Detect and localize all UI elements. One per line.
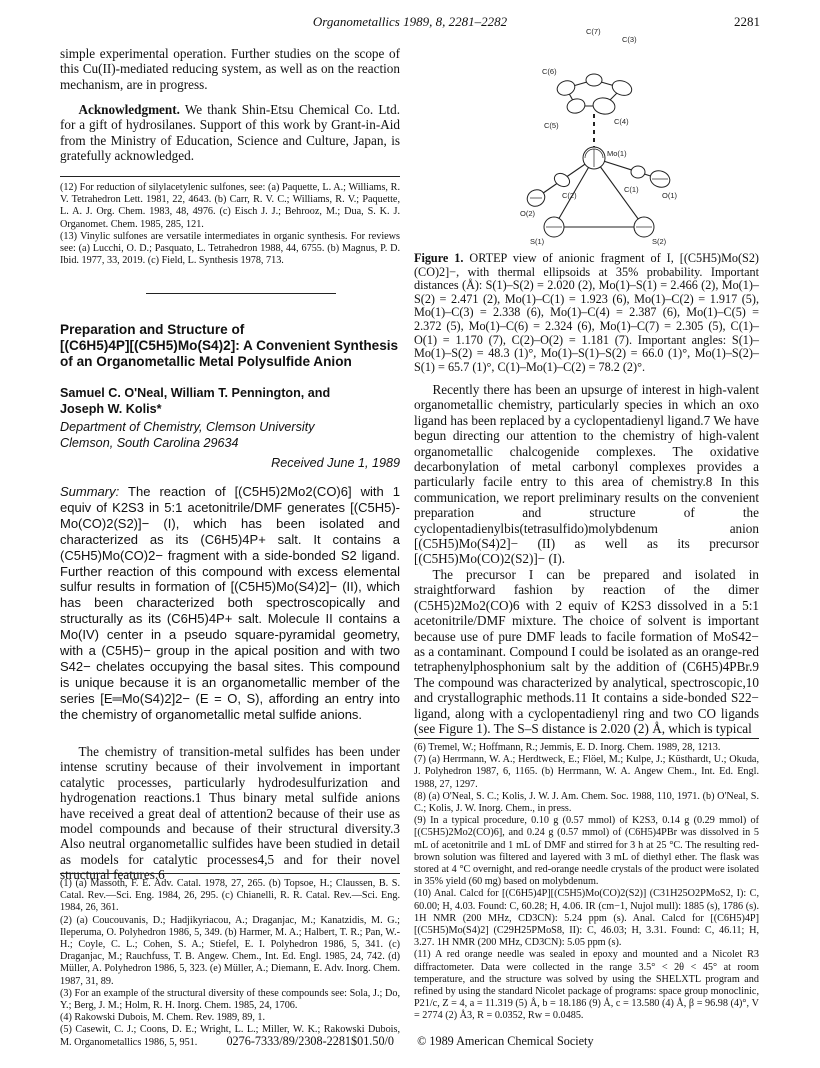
caption-label: Figure 1. bbox=[414, 251, 464, 265]
atom-label-s2: S(2) bbox=[652, 237, 667, 246]
ack-text: We thank Shin-Etsu Chemical Co. Ltd. for a gift of hydrosilanes. Support of this work by Grant-in-Aid from the Ministry of Education, Science and Culture, Japan, is gratefully acknowledged. bbox=[60, 102, 400, 164]
footnote-divider-bottom bbox=[60, 873, 400, 874]
footnote-3: (3) For an example of the structural diversity of these compounds see: Sola, J.; Do, Y.; Berg, J. M.; Holm, R. H. Inorg. Chem. 1985, 24, 1706. bbox=[60, 987, 400, 1012]
atom-label-c2: C(2) bbox=[562, 191, 577, 200]
journal-citation: Organometallics 1989, 8, 2281–2282 bbox=[312, 14, 508, 29]
footnotes-right bbox=[414, 742, 759, 1023]
atom-label-s1: S(1) bbox=[530, 237, 545, 246]
ack-heading: Acknowledgment. bbox=[78, 102, 180, 117]
footnote-2: (2) (a) Coucouvanis, D.; Hadjikyriacou, A.; Draganjac, M.; Kanatzidis, M. G.; Ileperuma, O. Polyhedron 1986, 5, 349. (b) Harmer, M. A.; Halbert, T. R.; Pan, W.-H.; Coyle, C. L.; Cohen, S. A.; Stiefel, E. I. Polyhedron 1986, 5, 341. (c) Draganjac, M.; Rauchfuss, T. B. Angew. Chem., Int. Ed. Engl. 1985, 24, 742. (d) Müller, A. Polyhedron 1986, 5, 323. (e) Müller, A.; Diemann, E. Adv. Inorg. Chem. 1987, 31, 89. bbox=[60, 914, 400, 987]
atom-label-c3: C(3) bbox=[622, 35, 637, 44]
atom-label-c6: C(6) bbox=[542, 67, 557, 76]
body-paragraph-2: The precursor I can be prepared and isolated in straightforward fashion by reaction of the dimer (C5H5)2Mo2(CO)6 with 2 equiv of K2S3 dissolved in a 5:1 acetonitrile/DMF mixture. The choice of solvent is important because use of pure DMF leads to facile formation of MoS42− as a contaminant. Compound I could be isolated as an orange-red tetraphenylphosphonium salt by the addition of (C6H5)4PBr.9 The compound was characterized by analytical, spectroscopic,10 and crystallographic methods.11 It contains a side-bonded S22− ligand, along with a cyclopentadienyl ring and two CO ligands (see Figure 1). The S–S distance is 2.020 (2) Å, which is typical bbox=[414, 566, 759, 736]
ortep-figure bbox=[494, 22, 720, 250]
footnote-5: (5) Casewit, C. J.; Coons, D. E.; Wright, L. L.; Miller, W. K.; Rakowski Dubois, M. Organometallics 1986, 5, 951. bbox=[60, 1024, 400, 1048]
footnotes-top bbox=[60, 182, 400, 267]
article-divider bbox=[146, 293, 336, 294]
page-footer bbox=[0, 1034, 820, 1049]
intro-body: The chemistry of transition-metal sulfides has been under intense scrutiny because of their involvement in important catalytic processes, particularly hydrodesulfurization and hydrogenation reactions.1 Thus binary metal sulfide anions have received a great deal of attention2 because of their use as model compounds and because of their structural diversity.3 Also neutral organometallic sulfides have been studied in detail as models for catalytic processes4,5 and for their novel structural features.6 bbox=[60, 744, 400, 883]
atom-label-c5: C(5) bbox=[544, 121, 559, 130]
received-date: Received June 1, 1989 bbox=[271, 456, 400, 470]
footnote-4: (4) Rakowski Dubois, M. Chem. Rev. 1989, 89, 1. bbox=[60, 1012, 266, 1024]
ortep-drawing bbox=[494, 22, 720, 250]
footnote-11: (11) A red orange needle was sealed in epoxy and mounted and a Nicolet R3 diffractometer. Data were collected in the range 3.5° < 2θ < 45° at room temperature, and the structure was solved by using the SHELXTL program and refined by using the standard Nicolet package of programs: space group monoclinic, P21/c, Z = 4, a = 11.319 (5) Å, b = 18.186 (9) Å, c = 13.580 (4) Å, β = 96.98 (4)°, V = 2774 (2) Å3, R = 0.0352, Rw = 0.0485. bbox=[414, 949, 759, 1022]
authors: Samuel C. O'Neal, William T. Pennington, and Joseph W. Kolis* bbox=[60, 386, 331, 416]
page-number: 2281 bbox=[734, 14, 760, 29]
atom-label-c7: C(7) bbox=[586, 27, 601, 36]
summary bbox=[60, 484, 400, 723]
footnote-divider bbox=[60, 176, 400, 177]
caption-text: ORTEP view of anionic fragment of I, [(C5H5)Mo(S2)(CO)2]−, with thermal ellipsoids at 35% probability. Important distances (Å): S(1)–S(2) = 2.020 (2), Mo(1)–S(1) = 2.466 (2), Mo(1)–S(2) = 2.471 (2), Mo(1)–C(1) = 1.923 (6), Mo(1)–C(2) = 1.917 (5), Mo(1)–C(3) = 2.338 (6), Mo(1)–C(4) = 2.387 (6), Mo(1)–C(5) = 2.372 (5), Mo(1)–C(6) = 2.324 (6), Mo(1)–C(7) = 2.305 (5), C(1)–O(1) = 1.170 (7), C(2)–O(2) = 1.181 (7). Important angles: S(1)–Mo(1)–S(2) = 48.3 (1)°, Mo(1)–S(1)–S(2) = 66.0 (1)°, Mo(1)–S(2)–S(1) = 65.7 (1)°, C(1)–Mo(1)–C(2) = 78.2 (2)°. bbox=[414, 251, 759, 374]
body-paragraph-1: Recently there has been an upsurge of interest in high-valent organometallic chemistry, particularly species in which an oxo ligand has been replaced by a cyclopentadienyl ligand.7 We have begun directing our attention to the chemistry of high-valent organometallic chalcogenide complexes. The oxidative decarbonylation of metal carbonyl complexes provides a particularly facile entry to this area of chemistry.8 In this communication, we report preliminary results on the convenient preparation and structure of the cyclopentadienylbis(tetrasulfido)molybdenum anion [(C5H5)Mo(S4)2]− (II) as well as its precursor [(C5H5)Mo(CO)2(S2)]− (I). bbox=[414, 382, 759, 567]
figure-caption bbox=[414, 252, 759, 374]
article-title: Preparation and Structure of [(C6H5)4P][(C5H5)Mo(S4)2]: A Convenient Synthesis of an Organometallic Metal Polysulfide Anion bbox=[60, 322, 399, 369]
footnote-13: (13) Vinylic sulfones are versatile intermediates in organic synthesis. For reviews see: (a) Lucchi, O. D.; Pasquato, L. Tetrahedron 1988, 44, 6755. (b) Magnus, P. D. Ibid. 1977, 33, 2019. (c) Field, L. Synthesis 1978, 713. bbox=[60, 230, 400, 267]
summary-label: Summary: bbox=[60, 484, 120, 499]
copyright-notice: © 1989 American Chemical Society bbox=[417, 1034, 594, 1048]
atom-label-o1: O(1) bbox=[662, 191, 677, 200]
footnote-divider-right bbox=[414, 738, 759, 739]
atom-label-o2: O(2) bbox=[520, 209, 535, 218]
footnote-6: (6) Tremel, W.; Hoffmann, R.; Jemmis, E. D. Inorg. Chem. 1989, 28, 1213. bbox=[414, 742, 721, 753]
affiliation: Department of Chemistry, Clemson University Clemson, South Carolina 29634 bbox=[60, 420, 315, 450]
atom-label-mo1: Mo(1) bbox=[607, 149, 627, 158]
footnote-7: (7) (a) Herrmann, W. A.; Herdtweck, E.; Flöel, M.; Kulpe, J.; Küsthardt, U.; Okuda, J. Polyhedron 1987, 6, 1165. (b) Herrmann, W. A. Angew Chem., Int. Ed. Engl. 1988, 27, 1297. bbox=[414, 754, 759, 790]
footnote-12: (12) For reduction of silylacetylenic sulfones, see: (a) Paquette, L. A.; Williams, R. V. Tetrahedron Lett. 1981, 22, 4643. (b) Carr, R. V. C.; Williams, R. V.; Paquette, L. A. J. Org. Chem. 1983, 48, 4976. (c) Eisch J. J.; Behrooz, M.; Dua, S. K. J. Organomet. Chem. 1985, 285, 121. bbox=[60, 182, 400, 230]
atom-label-c1: C(1) bbox=[624, 185, 639, 194]
footnotes-bottom bbox=[60, 878, 400, 1049]
footnote-9: (9) In a typical procedure, 0.10 g (0.57 mmol) of K2S3, 0.14 g (0.29 mmol) of [(C5H5)2Mo2(CO)6], and 0.24 g (0.57 mmol) of (C6H5)4PBr was dissolved in 5 mL of acetonitrile and 1 mL of DMF and stirred for 3 h at 25 °C. The resulting red-brown solution was filtered and layered with 3 mL of diethyl ether. The flask was stored at 4 °C overnight, and red-orange needle crystals of the product were isolated in 35% yield (60 mg) based on molybdenum. bbox=[414, 815, 759, 888]
summary-text: The reaction of [(C5H5)2Mo2(CO)6] with 1 equiv of K2S3 in 5:1 acetonitrile/DMF generates [(C5H5)-Mo(CO)2(S2)]− (I), which has been isolated and characterized as its (C6H5)4P+ salt. It contains a (C5H5)Mo(CO)2− fragment with a side-bonded S2 ligand. Further reaction of this compound with excess elemental sulfur results in formation of [(C5H5)Mo(S4)2]− (II), which has been characterized both spectroscopically and structurally as its (C6H5)4P+ salt. Molecule II contains a Mo(IV) center in a pseudo square-pyramidal geometry, with a (C5H5)− group in the apical position and with two S42− chelates occupying the basal sites. This compound is unique because it is an organometallic member of the series [E═Mo(S4)2]2− (E = O, S), affording an entry into the chemistry of organometallic metal sulfide anions. bbox=[60, 484, 400, 722]
intro-paragraph: simple experimental operation. Further studies on the scope of this Cu(II)-mediated reducing system, as well as on the reaction mechanism, are in progress. bbox=[60, 46, 400, 92]
body-paragraphs bbox=[414, 382, 759, 736]
footnote-8: (8) (a) O'Neal, S. C.; Kolis, J. W. J. Am. Chem. Soc. 1988, 110, 1971. (b) O'Neal, S. C.; Kolis, J. W. Inorg. Chem., in press. bbox=[414, 790, 759, 815]
footnote-10: (10) Anal. Calcd for [(C6H5)4P][(C5H5)Mo(CO)2(S2)] (C31H25O2PMoS2, I): C, 60.00; H, 4.03. Found: C, 60.28; H, 4.06. IR (cm−1, Nujol mull): 1885 (s), 1786 (s). 1H NMR (200 MHz, CD3CN): 5.24 ppm (s). Anal. Calcd for [(C6H5)4P][(C5H5)Mo(S4)2] (C29H25PMoS8, II): C, 46.03; H, 3.31. Found: C, 46.11; H, 3.27. 1H NMR (200 MHz, CD3CN): 5.05 ppm (s). bbox=[414, 888, 759, 949]
article-code: 0276-7333/89/2308-2281$01.50/0 bbox=[226, 1034, 395, 1048]
acknowledgment bbox=[60, 102, 400, 164]
footnote-1: (1) (a) Massoth, F. E. Adv. Catal. 1978, 27, 265. (b) Topsoe, H.; Claussen, B. S. Catal. Rev.—Sci. Eng. 1984, 26, 295. (c) Chianelli, R. R. Catal. Rev.—Sci. Eng. 1984, 26, 361. bbox=[60, 878, 400, 914]
atom-label-c4: C(4) bbox=[614, 117, 629, 126]
